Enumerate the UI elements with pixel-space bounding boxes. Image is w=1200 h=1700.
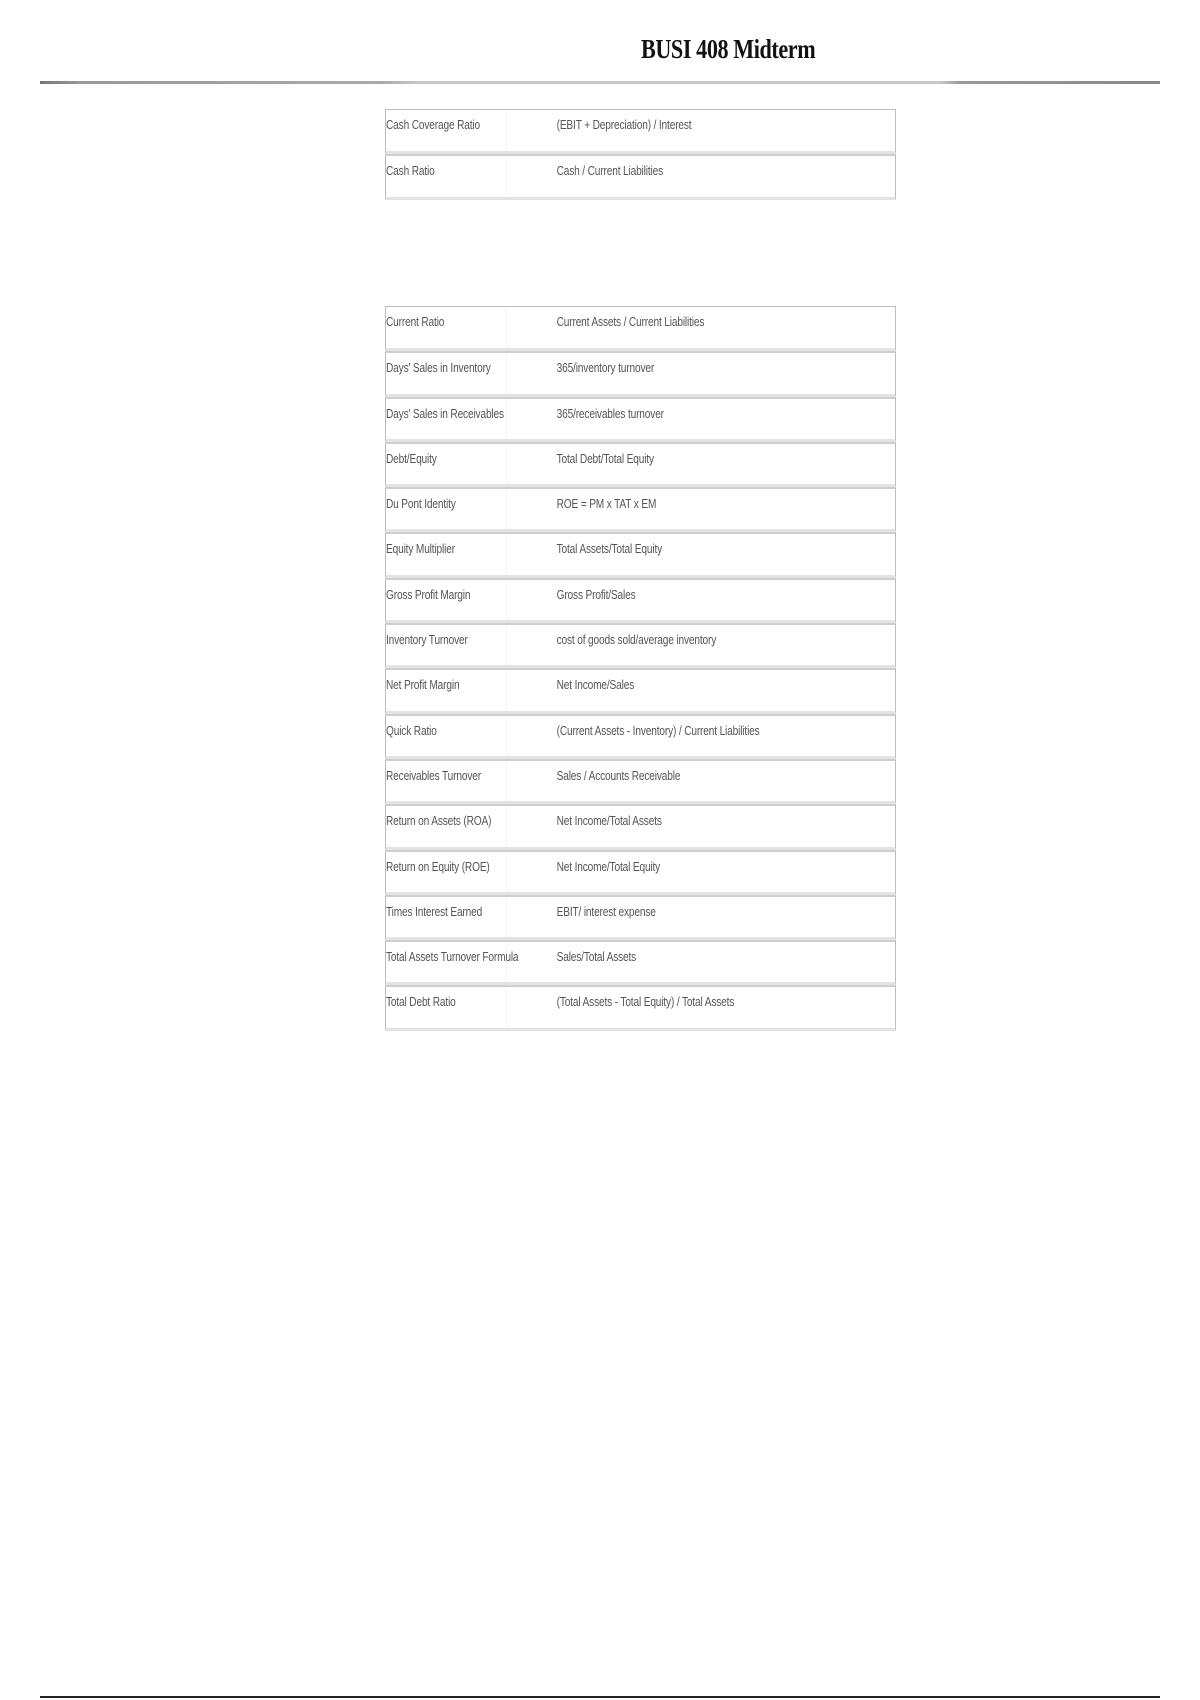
ratio-formula: (Current Assets - Inventory) / Current Liabilities [556, 722, 760, 738]
table-row [385, 109, 896, 154]
ratio-name: Inventory Turnover [386, 625, 507, 665]
ratio-formula: Gross Profit/Sales [556, 586, 636, 602]
ratio-formula: Net Income/Sales [556, 677, 635, 693]
ratio-formula: ROE = PM x TAT x EM [556, 496, 657, 512]
footer-divider [40, 1696, 1160, 1698]
table-row [385, 351, 896, 396]
ratio-formula: Net Income/Total Assets [556, 813, 662, 829]
ratio-name: Return on Assets (ROA) [386, 806, 507, 846]
ratio-name: Net Profit Margin [386, 670, 507, 710]
ratio-name: Receivables Turnover [386, 761, 507, 801]
ratio-name: Return on Equity (ROE) [386, 852, 507, 892]
ratio-formula: Sales/Total Assets [556, 949, 637, 965]
page-title: BUSI 408 Midterm [641, 34, 816, 64]
ratio-name: Quick Ratio [386, 716, 507, 756]
table-row [385, 487, 896, 532]
table-row [385, 714, 896, 759]
ratio-formula: 365/inventory turnover [556, 360, 655, 376]
ratio-formula: EBIT/ interest expense [556, 903, 656, 919]
ratio-name: Days' Sales in Inventory [386, 353, 507, 393]
ratio-name: Gross Profit Margin [386, 580, 507, 620]
ratio-name: Total Debt Ratio [386, 987, 507, 1027]
ratio-formula: cost of goods sold/average inventory [556, 632, 717, 648]
table-row [385, 850, 896, 895]
ratio-name: Debt/Equity [386, 444, 507, 484]
ratio-formula: Sales / Accounts Receivable [556, 767, 681, 783]
table-row [385, 306, 896, 351]
ratio-formula: (EBIT + Depreciation) / Interest [556, 117, 692, 132]
table-row [385, 623, 896, 668]
ratio-table-top [385, 109, 896, 200]
table-row [385, 895, 896, 940]
ratio-name: Du Pont Identity [386, 489, 507, 529]
table-row [385, 759, 896, 804]
ratio-name: Equity Multiplier [386, 534, 507, 574]
table-row [385, 397, 896, 442]
ratio-name: Current Ratio [386, 307, 507, 348]
ratio-formula: 365/receivables turnover [556, 405, 664, 421]
table-row [385, 532, 896, 577]
ratio-formula: Current Assets / Current Liabilities [556, 314, 705, 329]
table-row [385, 154, 896, 199]
header-divider [40, 81, 1160, 84]
ratio-formula: (Total Assets - Total Equity) / Total Assets [556, 994, 735, 1010]
table-row [385, 442, 896, 487]
table-row [385, 940, 896, 985]
table-row [385, 985, 896, 1030]
ratio-formula: Total Assets/Total Equity [556, 541, 663, 557]
ratio-table-main [385, 306, 896, 1031]
ratio-name: Days' Sales in Receivables [386, 399, 507, 439]
ratio-formula: Net Income/Total Equity [556, 858, 661, 874]
ratio-formula: Cash / Current Liabilities [556, 163, 664, 179]
ratio-formula: Total Debt/Total Equity [556, 450, 654, 466]
ratio-name: Cash Ratio [386, 156, 507, 196]
ratio-name: Cash Coverage Ratio [386, 110, 507, 151]
table-row [385, 804, 896, 849]
ratio-name: Total Assets Turnover Formula [386, 942, 507, 982]
table-row [385, 578, 896, 623]
table-row [385, 668, 896, 713]
ratio-name: Times Interest Earned [386, 897, 507, 937]
